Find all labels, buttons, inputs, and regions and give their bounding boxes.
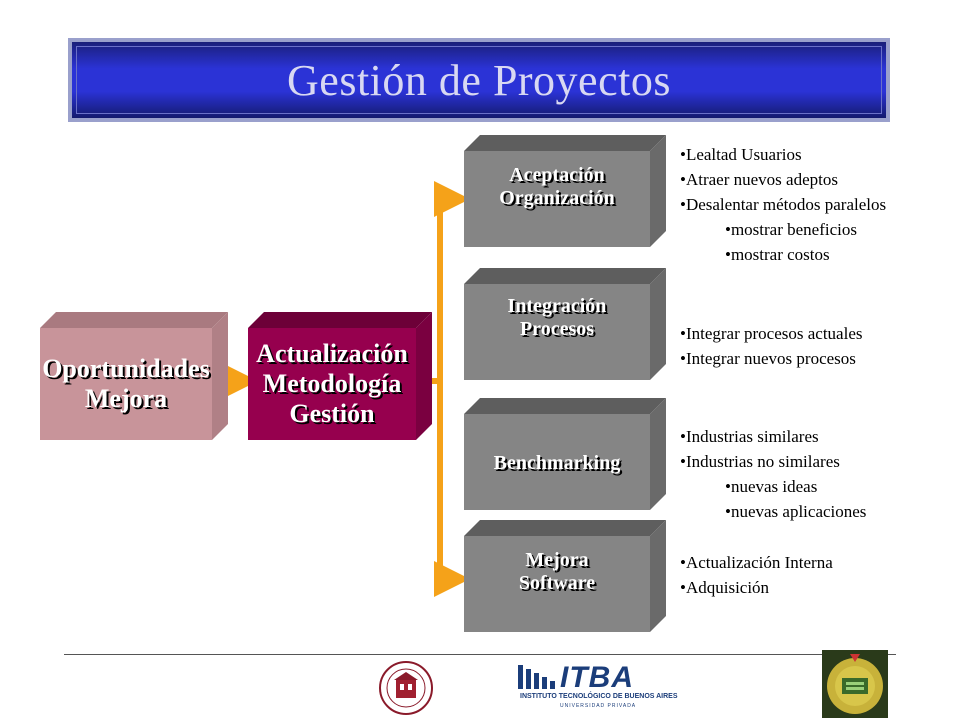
bullet-subitem: •mostrar costos xyxy=(725,245,830,264)
itba-subtitle: INSTITUTO TECNOLÓGICO DE BUENOS AIRES xyxy=(520,693,678,700)
software-line2: Software xyxy=(518,572,596,594)
footer-divider xyxy=(64,654,896,655)
oportunidades-line1: Oportunidades xyxy=(42,354,210,384)
box-software-label xyxy=(464,536,650,608)
box-integracion-procesos xyxy=(464,268,666,382)
box-actualizacion-label xyxy=(248,334,416,434)
aceptacion-line1: Aceptación xyxy=(509,164,605,186)
benchmarking-line1: Benchmarking xyxy=(493,451,621,474)
bullets-integracion xyxy=(680,321,862,371)
box-aceptacion-organizacion xyxy=(464,135,666,249)
box-benchmarking xyxy=(464,398,666,512)
software-line1: Mejora xyxy=(525,549,589,571)
bullets-aceptacion xyxy=(680,142,886,267)
actualizacion-line2: Metodología xyxy=(262,369,402,399)
aceptacion-line2: Organización xyxy=(499,187,615,209)
bullet-subitem: •mostrar beneficios xyxy=(725,220,857,239)
bullet-item: •Lealtad Usuarios xyxy=(680,145,802,164)
box-actualizacion-metodologia xyxy=(248,312,432,442)
itba-logo-icon xyxy=(518,663,558,691)
bullet-subitem: •nuevas ideas xyxy=(725,477,818,496)
bullet-item: •Integrar procesos actuales xyxy=(680,324,863,343)
bullet-item: •Integrar nuevos procesos xyxy=(680,349,856,368)
bullet-item: •Desalentar métodos paralelos xyxy=(680,195,887,214)
bullets-benchmarking xyxy=(680,424,866,524)
bullet-item: •Adquisición xyxy=(680,578,770,597)
bullet-item: •Industrias no similares xyxy=(680,452,840,471)
university-seal-icon xyxy=(378,660,434,716)
itba-name: ITBA xyxy=(560,661,634,694)
bullets-software xyxy=(680,550,833,600)
actualizacion-line3: Gestión xyxy=(289,398,375,428)
box-oportunidades-mejora xyxy=(40,312,228,442)
itba-tagline: UNIVERSIDAD PRIVADA xyxy=(560,703,637,709)
gestion-proyectos-badge-icon xyxy=(822,650,888,718)
box-aceptacion-label xyxy=(464,151,650,223)
bullet-item: •Atraer nuevos adeptos xyxy=(680,170,838,189)
integracion-line1: Integración xyxy=(507,295,607,317)
bullet-item: •Actualización Interna xyxy=(680,553,833,572)
oportunidades-line2: Mejora xyxy=(84,384,168,413)
box-mejora-software xyxy=(464,520,666,634)
actualizacion-line1: Actualización xyxy=(256,339,408,369)
box-benchmarking-label xyxy=(464,438,650,488)
bullet-subitem: •nuevas aplicaciones xyxy=(725,502,867,521)
box-oportunidades-label xyxy=(40,328,212,440)
bullet-item: •Industrias similares xyxy=(680,427,819,446)
integracion-line2: Procesos xyxy=(519,318,595,340)
box-integracion-label xyxy=(464,284,650,352)
slide-title: Gestión de Proyectos xyxy=(287,55,671,105)
